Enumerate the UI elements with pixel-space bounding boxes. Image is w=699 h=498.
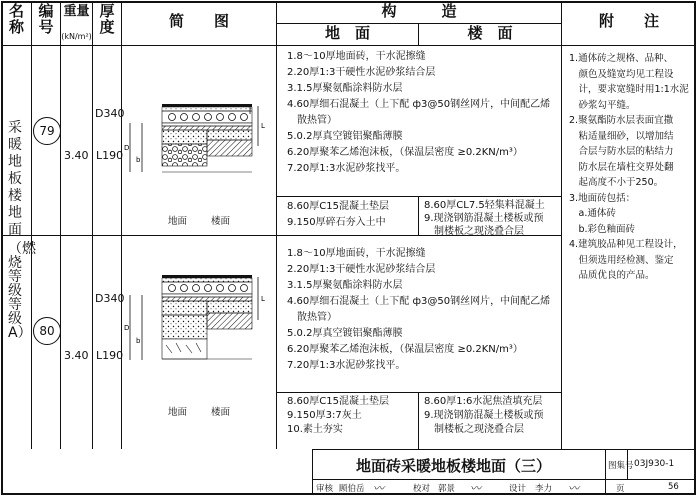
row2-thickness-d: D340	[95, 292, 125, 305]
layer-line: 制楼板之现浇叠合层	[424, 424, 524, 435]
layer-line: 1.8～10厚地面砖，干水泥擦缝	[287, 51, 426, 62]
row2-label-floor: 地面	[168, 407, 188, 418]
layer-line: 9.150厚碎石夯入土中	[287, 217, 386, 228]
layer-line: 7.20厚1:3水泥砂浆找平。	[287, 360, 406, 371]
layer-line: 1.8～10厚地面砖，干水泥擦缝	[287, 248, 426, 259]
header-code: 编号	[38, 2, 54, 36]
row1-floor-layers	[424, 199, 545, 238]
designer-name: 李力	[535, 484, 553, 494]
reviewer-signature: 〰︎	[373, 482, 384, 495]
header-diagram: 简 图	[168, 12, 229, 30]
layer-line: 2.20厚1:3干硬性水泥砂浆结合层	[287, 264, 436, 275]
col-line-2	[60, 1, 61, 449]
note-line: 2.聚氨酯防水层表面宜撒	[569, 115, 674, 126]
layer-line: 7.20厚1:3水泥砂浆找平。	[287, 163, 406, 174]
row2-weight: 3.40	[64, 349, 89, 362]
layer-line: 3.1.5厚聚氨酯涂料防水层	[287, 83, 403, 94]
layer-line: 9.现浇钢筋混凝土楼板或预	[424, 213, 544, 224]
layer-line: 6.20厚聚苯乙烯泡沫板，（保温层密度 ≥0.2KN/m³）	[287, 344, 523, 355]
header-thickness: 厚度	[99, 2, 115, 36]
dim-b-label: b	[136, 337, 141, 345]
row1-common-layers	[287, 49, 550, 177]
titleblock-top-line	[312, 449, 696, 450]
row1-thickness-d: D340	[95, 107, 125, 120]
drawing-title: 地面砖采暖地板楼地面（三）	[356, 457, 552, 475]
row2-label-building: 楼面	[211, 407, 231, 418]
note-line: 合层与防水层的粘结力	[569, 146, 674, 157]
row1-label-floor: 地面	[168, 216, 188, 227]
dim-d-label: D	[124, 324, 130, 332]
col-line-5	[276, 1, 277, 449]
header-bottom-line	[1, 45, 696, 46]
header-floor-surface: 地 面	[324, 24, 370, 42]
page-label: 页	[616, 484, 625, 494]
dim-l-label: L	[261, 122, 265, 130]
layer-line: 8.60厚C15混凝土垫层	[287, 396, 389, 407]
col-line-1	[31, 1, 32, 449]
note-line: 但须选用经检测、鉴定	[569, 254, 674, 266]
col-line-7	[561, 1, 562, 449]
design-label: 设计	[509, 484, 527, 494]
row2-floor-layers	[424, 395, 544, 437]
layer-line: 5.0.2厚真空镀铝聚酯薄膜	[287, 328, 403, 339]
dim-d-label: D	[124, 144, 130, 152]
note-line: 防水层在墙柱交界处翻	[569, 161, 674, 173]
layer-line: 散热管）	[287, 115, 337, 126]
layer-line: 8.60厚1:6水泥焦渣填充层	[424, 396, 543, 407]
header-name: 名称	[8, 2, 24, 36]
row2-section-diagram	[122, 265, 276, 390]
header-floor-building: 楼 面	[467, 24, 513, 42]
construction-sub-line	[276, 23, 562, 24]
note-line: 起高度不小于250。	[569, 177, 664, 188]
reviewer-name: 顾伯岳	[339, 484, 365, 494]
titleblock-left-line	[312, 449, 313, 495]
layer-line: 9.150厚3:7灰土	[287, 410, 362, 421]
note-line: 1.通体砖之规格、品种、	[569, 53, 674, 64]
note-line: 砂浆勾平缝。	[569, 99, 636, 111]
atlas-label: 图集号	[608, 461, 634, 471]
dim-l-label: L	[261, 295, 265, 303]
row2-split-line	[276, 392, 562, 393]
check-label: 校对	[413, 484, 431, 494]
row2-thickness-l: L190	[96, 349, 124, 362]
checker-name: 郭景	[438, 484, 456, 494]
row1-split-line	[276, 196, 562, 197]
titleblock-mid-line	[312, 479, 696, 480]
name-column-sub: （燃烧等级等级A）	[8, 241, 36, 341]
col-line-6b	[418, 196, 419, 235]
note-line: 4.建筑胶品种见工程设计，	[569, 239, 683, 250]
layer-line: 10.素土夯实	[287, 424, 343, 435]
layer-line: 6.20厚聚苯乙烯泡沫板，（保温层密度 ≥0.2KN/m³）	[287, 147, 523, 158]
layer-line: 4.60厚细石混凝土（上下配 ф3@50钢丝网片，中间配乙烯	[287, 99, 551, 110]
review-label: 审核	[316, 484, 334, 494]
layer-line: 制楼板之现浇叠合层	[424, 226, 524, 237]
layer-line: 散热管）	[287, 312, 337, 323]
atlas-number: 03J930-1	[634, 459, 675, 469]
header-weight-unit: (kN/m²)	[61, 32, 92, 41]
checker-signature: 〰︎	[470, 482, 481, 495]
col-line-6c	[418, 392, 419, 449]
note-line: 颜色及缝宽均见工程设	[569, 68, 674, 80]
layer-line: 2.20厚1:3干硬性水泥砂浆结合层	[287, 67, 436, 78]
designer-signature: 〰︎	[568, 482, 579, 495]
row1-weight: 3.40	[64, 149, 89, 162]
notes-block	[569, 51, 693, 284]
name-column-main: 采暖地板楼地面	[8, 120, 22, 238]
header-weight: 重量	[63, 4, 90, 19]
dim-b-label: b	[136, 156, 141, 164]
layer-line: 3.1.5厚聚氨酯涂料防水层	[287, 280, 403, 291]
note-line: 计，要求宽缝时用1:1水泥	[569, 84, 689, 95]
row2-code-circle: 80	[33, 317, 61, 345]
row2-common-layers	[287, 246, 550, 374]
row1-label-building: 楼面	[211, 216, 231, 227]
layer-line: 5.0.2厚真空镀铝聚酯薄膜	[287, 131, 403, 142]
col-line-3	[92, 1, 93, 449]
note-line: 粘适量细砂，以增加结	[569, 130, 674, 142]
row2-ground-layers	[287, 395, 389, 437]
row1-thickness-l: L190	[96, 149, 124, 162]
note-line: 品质优良的产品。	[569, 270, 655, 281]
header-construction: 构 造	[381, 2, 457, 20]
layer-line: 8.60厚CL7.5轻集料混凝土	[424, 200, 545, 211]
layer-line: 9.现浇钢筋混凝土楼板或预	[424, 410, 544, 421]
page-number: 56	[668, 482, 679, 492]
note-line: a.通体砖	[569, 208, 616, 219]
row1-section-diagram	[122, 90, 276, 200]
header-notes: 附 注	[598, 12, 659, 30]
titleblock-line-a	[605, 449, 606, 495]
layer-line: 8.60厚C15混凝土垫层	[287, 201, 389, 212]
note-line: 3.地面砖包括：	[569, 192, 636, 204]
note-line: b.彩色釉面砖	[569, 223, 636, 235]
row1-code-circle: 79	[33, 117, 61, 145]
layer-line: 4.60厚细石混凝土（上下配 ф3@50钢丝网片，中间配乙烯	[287, 296, 551, 307]
row1-ground-layers	[287, 199, 389, 231]
